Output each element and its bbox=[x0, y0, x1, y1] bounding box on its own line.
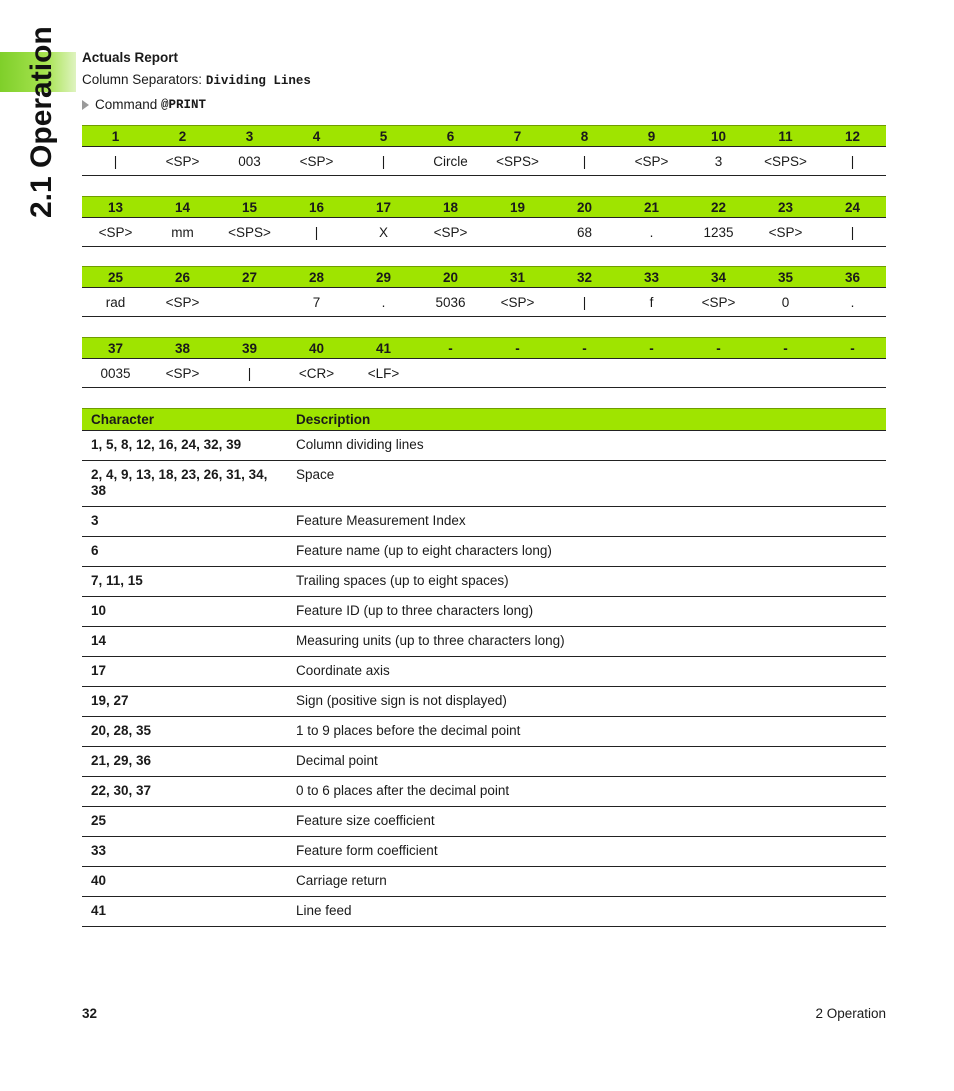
position-value bbox=[417, 359, 484, 388]
position-value: <SP> bbox=[149, 147, 216, 176]
position-value: <SP> bbox=[618, 147, 685, 176]
position-value: f bbox=[618, 288, 685, 317]
position-table-3 bbox=[82, 266, 886, 317]
position-number: 12 bbox=[819, 126, 886, 147]
character-cell: 7, 11, 15 bbox=[82, 567, 287, 597]
table-row bbox=[82, 431, 886, 461]
character-cell: 40 bbox=[82, 867, 287, 897]
position-number: 34 bbox=[685, 267, 752, 288]
position-number: 17 bbox=[350, 197, 417, 218]
table-row bbox=[82, 867, 886, 897]
column-header-description: Description bbox=[287, 409, 886, 431]
description-cell: 1 to 9 places before the decimal point bbox=[287, 717, 886, 747]
position-number: 27 bbox=[216, 267, 283, 288]
position-number: 23 bbox=[752, 197, 819, 218]
position-number: 1 bbox=[82, 126, 149, 147]
position-number: 18 bbox=[417, 197, 484, 218]
position-value: <SP> bbox=[149, 359, 216, 388]
position-number: 33 bbox=[618, 267, 685, 288]
position-number: 21 bbox=[618, 197, 685, 218]
character-cell: 6 bbox=[82, 537, 287, 567]
position-number: 6 bbox=[417, 126, 484, 147]
position-number: 13 bbox=[82, 197, 149, 218]
description-cell: 0 to 6 places after the decimal point bbox=[287, 777, 886, 807]
position-number: - bbox=[752, 338, 819, 359]
table-row bbox=[82, 461, 886, 507]
position-value: <SP> bbox=[752, 218, 819, 247]
position-number: 24 bbox=[819, 197, 886, 218]
position-number: 40 bbox=[283, 338, 350, 359]
position-value: 5036 bbox=[417, 288, 484, 317]
character-cell: 17 bbox=[82, 657, 287, 687]
position-value: <SP> bbox=[417, 218, 484, 247]
chapter-footer: 2 Operation bbox=[815, 1006, 886, 1021]
position-value: mm bbox=[149, 218, 216, 247]
position-number: - bbox=[819, 338, 886, 359]
position-value-row bbox=[82, 218, 886, 247]
triangle-bullet-icon bbox=[82, 100, 89, 110]
table-row bbox=[82, 717, 886, 747]
description-cell: Carriage return bbox=[287, 867, 886, 897]
table-row bbox=[82, 807, 886, 837]
position-value-row bbox=[82, 359, 886, 388]
position-value: | bbox=[551, 147, 618, 176]
section-title-vertical: 2.1 Operation bbox=[25, 26, 58, 218]
command-value: @PRINT bbox=[161, 97, 207, 112]
description-cell: Space bbox=[287, 461, 886, 507]
position-value bbox=[484, 218, 551, 247]
table-row bbox=[82, 747, 886, 777]
position-number: 26 bbox=[149, 267, 216, 288]
position-value: | bbox=[82, 147, 149, 176]
table-row bbox=[82, 897, 886, 927]
position-value bbox=[551, 359, 618, 388]
position-number: 38 bbox=[149, 338, 216, 359]
column-separators-line bbox=[82, 72, 311, 88]
position-value: 0 bbox=[752, 288, 819, 317]
position-header-row bbox=[82, 197, 886, 218]
position-value: 003 bbox=[216, 147, 283, 176]
character-cell: 20, 28, 35 bbox=[82, 717, 287, 747]
table-row bbox=[82, 537, 886, 567]
position-value: 68 bbox=[551, 218, 618, 247]
table-header-row bbox=[82, 409, 886, 431]
description-cell: Feature ID (up to three characters long) bbox=[287, 597, 886, 627]
command-line bbox=[82, 97, 206, 112]
position-table-4 bbox=[82, 337, 886, 388]
position-number: - bbox=[484, 338, 551, 359]
separator-value: Dividing Lines bbox=[205, 74, 311, 88]
position-value: <SPS> bbox=[216, 218, 283, 247]
position-value: 7 bbox=[283, 288, 350, 317]
column-header-character: Character bbox=[82, 409, 287, 431]
position-value: 3 bbox=[685, 147, 752, 176]
position-value: <SP> bbox=[283, 147, 350, 176]
position-value: X bbox=[350, 218, 417, 247]
position-value: | bbox=[350, 147, 417, 176]
character-cell: 33 bbox=[82, 837, 287, 867]
position-number: 28 bbox=[283, 267, 350, 288]
position-value bbox=[819, 359, 886, 388]
description-cell: Column dividing lines bbox=[287, 431, 886, 461]
position-value bbox=[216, 288, 283, 317]
position-value: <LF> bbox=[350, 359, 417, 388]
position-number: 35 bbox=[752, 267, 819, 288]
position-number: 19 bbox=[484, 197, 551, 218]
table-row bbox=[82, 777, 886, 807]
position-number: - bbox=[618, 338, 685, 359]
command-label: Command bbox=[95, 97, 158, 112]
position-value bbox=[752, 359, 819, 388]
position-number: 25 bbox=[82, 267, 149, 288]
character-cell: 22, 30, 37 bbox=[82, 777, 287, 807]
position-number: 36 bbox=[819, 267, 886, 288]
description-cell: Feature form coefficient bbox=[287, 837, 886, 867]
description-cell: Sign (positive sign is not displayed) bbox=[287, 687, 886, 717]
position-table-1 bbox=[82, 125, 886, 176]
position-number: 8 bbox=[551, 126, 618, 147]
position-number: 5 bbox=[350, 126, 417, 147]
position-number: 20 bbox=[417, 267, 484, 288]
position-number: 22 bbox=[685, 197, 752, 218]
character-cell: 1, 5, 8, 12, 16, 24, 32, 39 bbox=[82, 431, 287, 461]
position-number: - bbox=[551, 338, 618, 359]
position-value: rad bbox=[82, 288, 149, 317]
position-number: - bbox=[417, 338, 484, 359]
position-header-row bbox=[82, 267, 886, 288]
position-number: 4 bbox=[283, 126, 350, 147]
character-cell: 41 bbox=[82, 897, 287, 927]
position-value: <SPS> bbox=[484, 147, 551, 176]
position-value: Circle bbox=[417, 147, 484, 176]
position-number: 41 bbox=[350, 338, 417, 359]
position-number: 9 bbox=[618, 126, 685, 147]
position-value-row bbox=[82, 288, 886, 317]
description-cell: Line feed bbox=[287, 897, 886, 927]
position-value: | bbox=[283, 218, 350, 247]
position-value bbox=[685, 359, 752, 388]
position-value: <SP> bbox=[484, 288, 551, 317]
position-number: - bbox=[685, 338, 752, 359]
position-header-row bbox=[82, 338, 886, 359]
position-header-row bbox=[82, 126, 886, 147]
table-row bbox=[82, 687, 886, 717]
position-value: . bbox=[350, 288, 417, 317]
position-value: | bbox=[216, 359, 283, 388]
page-number: 32 bbox=[82, 1006, 98, 1021]
position-value: | bbox=[551, 288, 618, 317]
position-number: 3 bbox=[216, 126, 283, 147]
position-number: 32 bbox=[551, 267, 618, 288]
position-number: 7 bbox=[484, 126, 551, 147]
position-value bbox=[484, 359, 551, 388]
position-value: . bbox=[819, 288, 886, 317]
position-value-row bbox=[82, 147, 886, 176]
description-cell: Feature name (up to eight characters long) bbox=[287, 537, 886, 567]
character-cell: 25 bbox=[82, 807, 287, 837]
description-cell: Measuring units (up to three characters long) bbox=[287, 627, 886, 657]
position-number: 29 bbox=[350, 267, 417, 288]
position-value: | bbox=[819, 218, 886, 247]
table-row bbox=[82, 657, 886, 687]
report-heading: Actuals Report bbox=[82, 50, 179, 65]
table-row bbox=[82, 597, 886, 627]
position-value: . bbox=[618, 218, 685, 247]
description-cell: Coordinate axis bbox=[287, 657, 886, 687]
position-number: 20 bbox=[551, 197, 618, 218]
position-value: <CR> bbox=[283, 359, 350, 388]
position-number: 11 bbox=[752, 126, 819, 147]
character-cell: 14 bbox=[82, 627, 287, 657]
description-cell: Trailing spaces (up to eight spaces) bbox=[287, 567, 886, 597]
position-number: 39 bbox=[216, 338, 283, 359]
table-row bbox=[82, 567, 886, 597]
character-cell: 3 bbox=[82, 507, 287, 537]
position-value: <SP> bbox=[82, 218, 149, 247]
position-value: <SP> bbox=[685, 288, 752, 317]
position-number: 37 bbox=[82, 338, 149, 359]
character-cell: 2, 4, 9, 13, 18, 23, 26, 31, 34, 38 bbox=[82, 461, 287, 507]
table-row bbox=[82, 627, 886, 657]
character-cell: 10 bbox=[82, 597, 287, 627]
position-table-2 bbox=[82, 196, 886, 247]
character-cell: 19, 27 bbox=[82, 687, 287, 717]
position-value: <SP> bbox=[149, 288, 216, 317]
character-description-table bbox=[82, 408, 886, 927]
position-value bbox=[618, 359, 685, 388]
position-value: 1235 bbox=[685, 218, 752, 247]
position-value: <SPS> bbox=[752, 147, 819, 176]
position-number: 31 bbox=[484, 267, 551, 288]
position-number: 15 bbox=[216, 197, 283, 218]
description-cell: Decimal point bbox=[287, 747, 886, 777]
description-cell: Feature Measurement Index bbox=[287, 507, 886, 537]
table-row bbox=[82, 837, 886, 867]
separator-label: Column Separators: bbox=[82, 72, 206, 87]
table-row bbox=[82, 507, 886, 537]
position-number: 16 bbox=[283, 197, 350, 218]
description-cell: Feature size coefficient bbox=[287, 807, 886, 837]
position-value: | bbox=[819, 147, 886, 176]
position-number: 2 bbox=[149, 126, 216, 147]
position-number: 10 bbox=[685, 126, 752, 147]
character-cell: 21, 29, 36 bbox=[82, 747, 287, 777]
position-number: 14 bbox=[149, 197, 216, 218]
position-value: 0035 bbox=[82, 359, 149, 388]
